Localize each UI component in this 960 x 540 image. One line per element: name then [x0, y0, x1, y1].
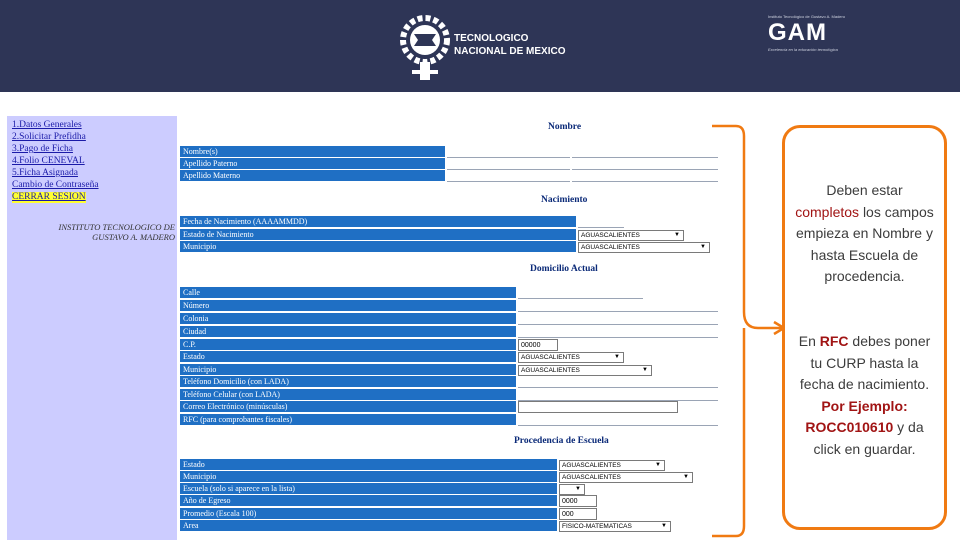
callout-paragraph-2 — [793, 331, 936, 460]
form-row-numero — [180, 300, 718, 312]
form-row-escuela — [180, 483, 718, 495]
select-escuela-municipio[interactable] — [559, 472, 693, 483]
orange-bracket-arrow — [708, 122, 788, 540]
form-row-correo — [180, 401, 718, 413]
label-estado-nacimiento: Estado de Nacimiento — [180, 229, 576, 241]
tecnm-line-2: NACIONAL DE MEXICO — [454, 46, 566, 57]
input-ciudad[interactable] — [518, 326, 718, 338]
select-escuela[interactable] — [559, 484, 585, 495]
nav-ficha-asignada[interactable]: 5.Ficha Asignada — [12, 168, 78, 178]
input-telefono-celular[interactable] — [518, 389, 718, 401]
gam-top-text: Instituto Tecnológico de Gustavo A. Madero — [768, 14, 846, 19]
label-promedio: Promedio (Escala 100) — [180, 508, 557, 520]
input-apellido-paterno[interactable] — [447, 158, 570, 170]
institution-name: INSTITUTO TECNOLOGICO DE GUSTAVO A. MADERO — [58, 222, 175, 242]
form-row-calle — [180, 287, 718, 299]
callout-highlight: completos — [795, 203, 860, 220]
label-area: Area — [180, 520, 557, 532]
input-telefono-domicilio[interactable] — [518, 376, 718, 388]
form-row-cp — [180, 339, 718, 351]
select-municipio-nacimiento[interactable] — [578, 242, 710, 253]
form-row-fecha-nacimiento — [180, 216, 718, 228]
form-row-escuela-estado — [180, 459, 718, 471]
nav-datos-generales[interactable]: 1.Datos Generales — [12, 120, 82, 130]
dropdown-arrow-icon: ▼ — [642, 367, 648, 373]
select-escuela-estado[interactable] — [559, 460, 665, 471]
tecnm-gear-logo-icon — [398, 10, 452, 82]
select-area[interactable] — [559, 521, 671, 532]
label-municipio-nacimiento: Municipio — [180, 241, 576, 253]
input-apellido-materno-extra[interactable] — [572, 170, 718, 182]
form-row-egreso — [180, 495, 718, 507]
gam-sub-text: Excelencia en la educación tecnológica — [768, 47, 838, 52]
nav-cerrar-sesion[interactable]: CERRAR SESION — [12, 192, 86, 202]
select-value: AGUASCALIENTES — [562, 462, 621, 469]
input-nombre[interactable] — [447, 146, 570, 158]
select-municipio[interactable] — [518, 365, 652, 376]
form-row-rfc — [180, 414, 718, 426]
registration-form — [178, 116, 718, 540]
input-correo[interactable] — [518, 401, 678, 413]
form-row-estado — [180, 351, 718, 363]
label-rfc: RFC (para comprobantes fiscales) — [180, 414, 516, 426]
dropdown-arrow-icon: ▼ — [655, 462, 661, 468]
input-fecha-nacimiento[interactable] — [578, 216, 624, 228]
gam-main-text: GAM — [768, 19, 827, 46]
form-row-municipio-nacimiento — [180, 241, 718, 253]
nav-folio-ceneval[interactable]: 4.Folio CENEVAL — [12, 156, 85, 166]
tecnm-wordmark — [454, 32, 566, 58]
tecnm-line-1: TECNOLOGICO — [454, 33, 529, 44]
callout-highlight: RFC — [819, 333, 849, 349]
callout-text: los campos empieza en Nombre y hasta Escuela de procedencia. — [796, 203, 934, 284]
select-value: AGUASCALIENTES — [562, 474, 621, 481]
section-title-escuela: Procedencia de Escuela — [514, 436, 609, 446]
header-banner — [0, 0, 960, 92]
input-egreso[interactable]: 0000 — [559, 495, 597, 507]
label-escuela-estado: Estado — [180, 459, 557, 471]
dropdown-arrow-icon: ▼ — [614, 354, 620, 360]
label-telefono-domicilio: Teléfono Domicilio (con LADA) — [180, 376, 516, 388]
callout-text: En — [798, 333, 816, 349]
label-escuela: Escuela (solo si aparece en la lista) — [180, 483, 557, 495]
instruction-callout — [782, 125, 947, 530]
form-row-area — [180, 520, 718, 532]
input-numero[interactable] — [518, 300, 718, 312]
input-colonia[interactable] — [518, 313, 718, 325]
label-nombre: Nombre(s) — [180, 146, 445, 158]
section-title-nombre: Nombre — [548, 122, 582, 132]
dropdown-arrow-icon: ▼ — [674, 232, 680, 238]
input-apellido-materno[interactable] — [447, 170, 570, 182]
label-calle: Calle — [180, 287, 516, 299]
dropdown-arrow-icon: ▼ — [700, 244, 706, 250]
form-row-apellido-paterno — [180, 158, 718, 170]
input-calle[interactable] — [518, 287, 643, 299]
gam-logo — [768, 14, 848, 66]
input-apellido-paterno-extra[interactable] — [572, 158, 718, 170]
callout-text: debes poner tu CURP hasta la fecha de nacimiento. — [799, 333, 931, 392]
input-cp[interactable]: 00000 — [518, 339, 558, 351]
label-apellido-paterno: Apellido Paterno — [180, 158, 445, 170]
nav-solicitar-prefidha[interactable]: 2.Solicitar Prefidha — [12, 132, 86, 142]
label-colonia: Colonia — [180, 313, 516, 325]
form-row-promedio — [180, 508, 718, 520]
input-rfc[interactable] — [518, 414, 718, 426]
form-row-telefono-celular — [180, 389, 718, 401]
section-title-domicilio: Domicilio Actual — [530, 264, 598, 274]
input-promedio[interactable]: 000 — [559, 508, 597, 520]
callout-paragraph-1 — [793, 180, 936, 288]
form-row-municipio — [180, 364, 718, 376]
select-estado[interactable] — [518, 352, 624, 363]
select-value: FISICO-MATEMATICAS — [562, 523, 632, 530]
form-row-estado-nacimiento — [180, 229, 718, 241]
select-estado-nacimiento[interactable] — [578, 230, 684, 241]
dropdown-arrow-icon: ▼ — [575, 486, 581, 492]
select-value: AGUASCALIENTES — [581, 232, 640, 239]
label-estado: Estado — [180, 351, 516, 363]
label-apellido-materno: Apellido Materno — [180, 170, 445, 182]
label-ciudad: Ciudad — [180, 326, 516, 338]
callout-text: y da click en guardar. — [813, 419, 924, 457]
label-numero: Número — [180, 300, 516, 312]
label-egreso: Año de Egreso — [180, 495, 557, 507]
label-escuela-municipio: Municipio — [180, 471, 557, 483]
form-row-apellido-materno — [180, 170, 718, 182]
nav-cambio-contrasena[interactable]: Cambio de Contraseña — [12, 180, 99, 190]
nav-pago-ficha[interactable]: 3.Pago de Ficha — [12, 144, 73, 154]
form-row-colonia — [180, 313, 718, 325]
input-nombre-extra[interactable] — [572, 146, 718, 158]
left-navigation — [7, 116, 177, 540]
dropdown-arrow-icon: ▼ — [661, 523, 667, 529]
select-value: AGUASCALIENTES — [521, 354, 580, 361]
select-value: AGUASCALIENTES — [521, 367, 580, 374]
callout-highlight: Por Ejemplo: ROCC010610 — [805, 397, 908, 435]
form-row-escuela-municipio — [180, 471, 718, 483]
form-row-ciudad — [180, 326, 718, 338]
select-value: AGUASCALIENTES — [581, 244, 640, 251]
label-municipio: Municipio — [180, 364, 516, 376]
dropdown-arrow-icon: ▼ — [683, 474, 689, 480]
label-telefono-celular: Teléfono Celular (con LADA) — [180, 389, 516, 401]
callout-text: Deben estar — [826, 182, 903, 198]
label-correo: Correo Electrónico (minúsculas) — [180, 401, 516, 413]
label-cp: C.P. — [180, 339, 516, 351]
label-fecha-nacimiento: Fecha de Nacimiento (AAAAMMDD) — [180, 216, 576, 228]
form-row-telefono-domicilio — [180, 376, 718, 388]
section-title-nacimiento: Nacimiento — [541, 195, 588, 205]
form-row-nombre — [180, 146, 718, 158]
